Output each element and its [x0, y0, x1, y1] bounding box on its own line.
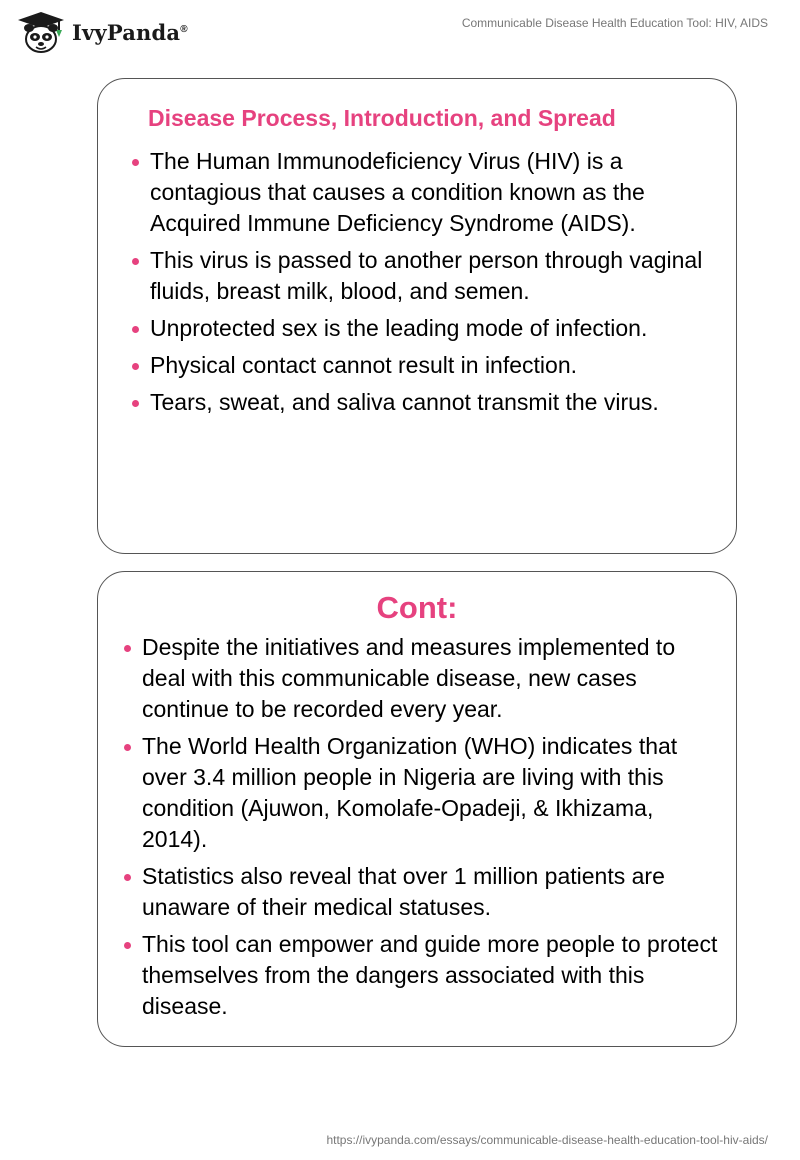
bullet-item: Tears, sweat, and saliva cannot transmit the virus.	[130, 387, 706, 418]
bullet-item: This virus is passed to another person through vaginal fluids, breast milk, blood, and semen.	[130, 245, 706, 307]
bullet-dot-icon	[132, 159, 139, 166]
logo-wordmark: IvyPanda®	[72, 19, 188, 45]
bullet-item: The Human Immunodeficiency Virus (HIV) is a contagious that causes a condition known as the Acquired Immune Deficiency Syndrome (AIDS).	[130, 146, 706, 239]
slide-disease-process	[97, 78, 737, 554]
bullet-item: Despite the initiatives and measures implemented to deal with this communicable disease, new cases continue to be recorded every year.	[122, 632, 720, 725]
bullet-dot-icon	[132, 400, 139, 407]
slide-cont	[97, 571, 737, 1047]
bullet-dot-icon	[132, 363, 139, 370]
bullet-item: Physical contact cannot result in infection.	[130, 350, 706, 381]
bullet-dot-icon	[124, 744, 131, 751]
source-url-link[interactable]: https://ivypanda.com/essays/communicable-disease-health-education-tool-hiv-aids/	[326, 1133, 768, 1147]
slide-title: Disease Process, Introduction, and Spread	[148, 105, 616, 131]
bullet-item: Statistics also reveal that over 1 million patients are unaware of their medical statuses.	[122, 861, 720, 923]
bullet-dot-icon	[124, 645, 131, 652]
slide-title: Cont:	[376, 590, 458, 625]
bullet-dot-icon	[132, 326, 139, 333]
bullet-dot-icon	[132, 258, 139, 265]
page-header	[0, 0, 800, 60]
bullet-dot-icon	[124, 942, 131, 949]
bullet-item: This tool can empower and guide more people to protect themselves from the dangers associated with this disease.	[122, 929, 720, 1022]
bullet-dot-icon	[124, 874, 131, 881]
document-title: Communicable Disease Health Education Tool: HIV, AIDS	[461, 16, 768, 30]
bullet-item: Unprotected sex is the leading mode of infection.	[130, 313, 706, 344]
ivypanda-logo[interactable]	[14, 10, 188, 54]
bullet-item: The World Health Organization (WHO) indicates that over 3.4 million people in Nigeria are living with this condition (Ajuwon, Komolafe-Opadeji, & Ikhizama, 2014).	[122, 731, 720, 855]
panda-graduate-icon	[14, 10, 68, 54]
bullet-list	[130, 146, 706, 418]
bullet-list	[122, 632, 720, 1022]
